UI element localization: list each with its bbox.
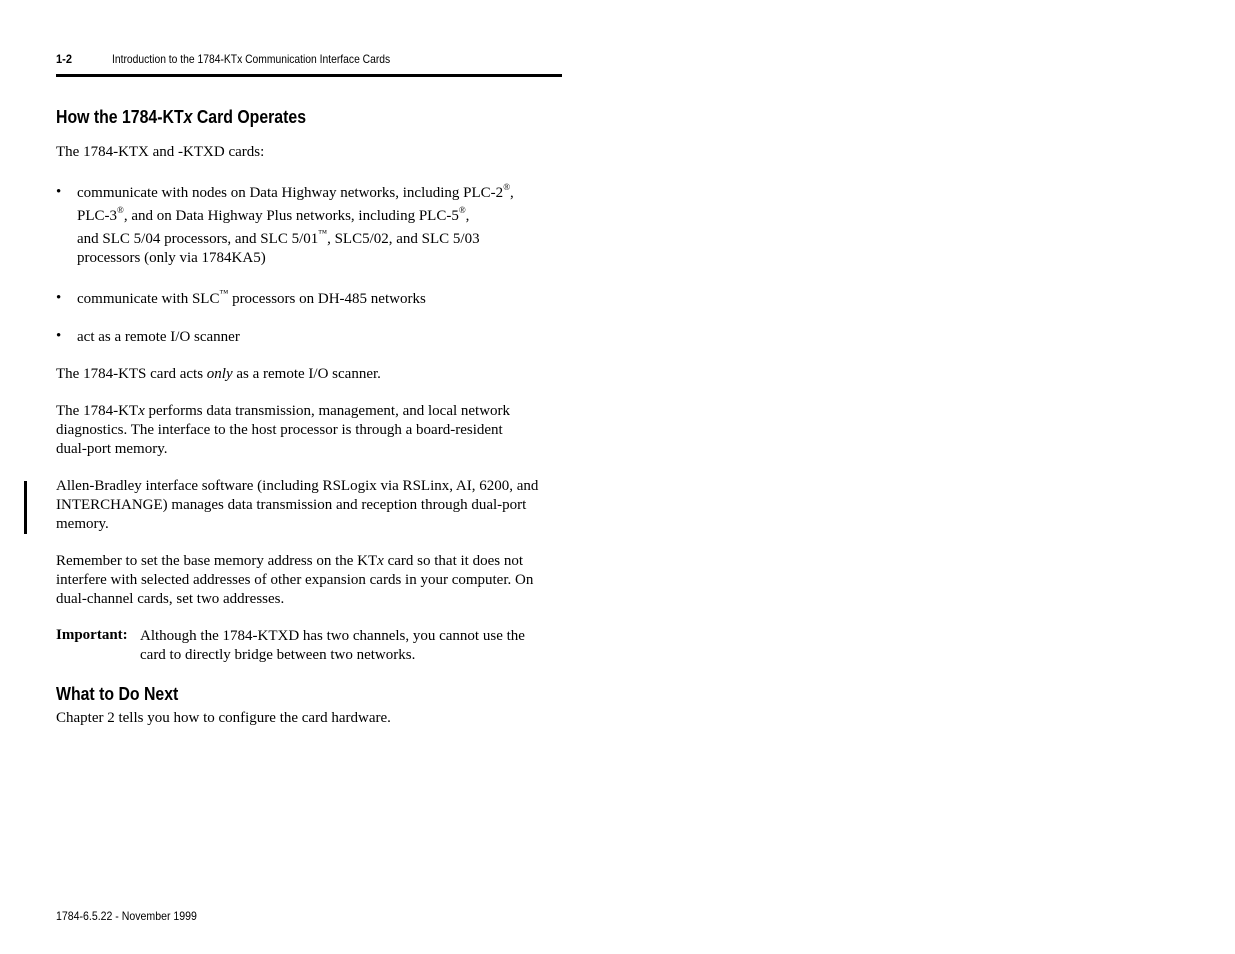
heading-text: How the 1784-KT [56,107,184,127]
running-header-title: Introduction to the 1784-KTx Communication Interface Cards [112,52,391,66]
section-heading-what-next: What to Do Next [56,684,179,704]
bullet-marker: • [56,290,62,306]
what-next-text: Chapter 2 tells you how to configure the card hardware. [56,710,391,726]
section-heading-how-it-operates [56,107,306,128]
ktx-paragraph: The 1784-KTx performs data transmission, management, and local network diagnostics. The interface to the host processor is through a board-resident dual-port memory. [56,403,511,457]
bullet-3-text: act as a remote I/O scanner [77,329,240,345]
bullet-2-text: communicate with SLC™ processors on DH-485 networks [77,288,426,307]
bullet-marker: • [56,184,62,200]
bullet-marker: • [56,328,62,344]
header-rule [56,74,562,77]
footer-publication-info: 1784-6.5.22 - November 1999 [56,909,197,923]
important-text: Although the 1784-KTXD has two channels, you cannot use the card to directly bridge between two networks. [140,628,525,663]
page-number: 1-2 [56,52,72,66]
heading-text: Card Operates [192,107,307,127]
bullet-1-text: communicate with nodes on Data Highway networks, including PLC-2®, PLC-3®, and on Data Highway Plus networks, including PLC-5®, and SLC 5/04 processors, and SLC 5/01™, SLC5/02, and SLC 5/03 processors (only via 1784KA5) [77,182,514,266]
allen-bradley-paragraph: Allen-Bradley interface software (including RSLogix via RSLinx, AI, 6200, and INTERCHANGE) manages data transmission and reception through dual-port memory. [56,478,539,532]
remember-paragraph: Remember to set the base memory address on the KTx card so that it does not interfere with selected addresses of other expansion cards in your computer. On dual-channel cards, set two addresses. [56,553,534,607]
kts-paragraph: The 1784-KTS card acts only as a remote I/O scanner. [56,366,381,382]
revision-change-bar [24,481,27,534]
heading-italic: x [183,107,193,127]
important-label: Important: [56,627,128,643]
intro-text: The 1784-KTX and -KTXD cards: [56,144,265,160]
